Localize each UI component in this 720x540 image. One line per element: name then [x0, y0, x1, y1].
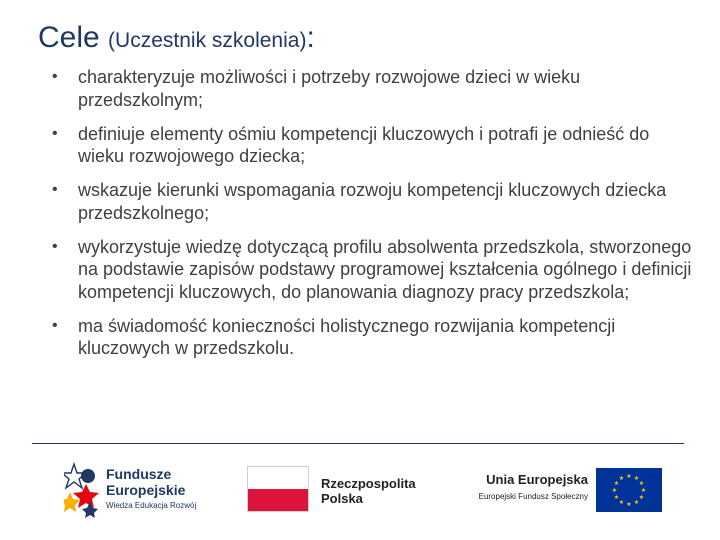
fe-star-icon [64, 462, 104, 518]
title-main: Cele [38, 21, 100, 54]
pl-line2: Polska [321, 491, 363, 506]
list-item [52, 179, 692, 224]
svg-text:★: ★ [640, 487, 647, 494]
rzeczpospolita-polska-logo [247, 466, 437, 514]
svg-text:★: ★ [611, 487, 618, 494]
page-title [38, 18, 315, 61]
bullet-icon: • [52, 181, 58, 198]
polish-flag-icon [247, 466, 309, 512]
list-item [52, 315, 692, 360]
list-item [52, 123, 692, 168]
list-item-text: charakteryzuje możliwości i potrzeby rozwojowe dzieci w wieku przedszkolnym; [78, 67, 581, 110]
svg-text:★: ★ [626, 473, 632, 480]
list-item-text: ma świadomość konieczności holistycznego rozwijania kompetencji kluczowych w przedszkolu. [78, 315, 616, 358]
svg-text:★: ★ [633, 475, 640, 482]
fundusze-europejskie-logo [64, 462, 224, 518]
list-item [52, 66, 692, 111]
svg-text:★: ★ [613, 480, 620, 487]
fe-line3: Wiedza Edukacja Rozwój [106, 501, 197, 510]
goals-list [52, 66, 692, 371]
bullet-icon: • [52, 316, 58, 334]
fe-line1: Fundusze [106, 466, 172, 482]
eu-line1: Unia Europejska [486, 472, 588, 487]
bullet-icon: • [52, 124, 58, 142]
svg-text:★: ★ [633, 499, 640, 506]
list-item-text: wskazuje kierunki wspomagania rozwoju kompetencji kluczowych dziecka przedszkolnego; [78, 180, 667, 223]
title-colon: : [306, 21, 315, 54]
fe-line2: Europejskie [106, 482, 186, 498]
footer-divider [32, 443, 684, 444]
svg-text:★: ★ [638, 494, 645, 501]
eu-flag-icon [596, 468, 662, 512]
svg-text:★: ★ [626, 501, 632, 508]
svg-text:★: ★ [618, 475, 625, 482]
bullet-icon: • [52, 68, 58, 85]
list-item [52, 236, 692, 304]
svg-text:★: ★ [618, 499, 625, 506]
svg-text:★: ★ [613, 494, 620, 501]
eu-line2: Europejski Fundusz Społeczny [478, 492, 588, 501]
bullet-icon: • [52, 237, 58, 255]
pl-line1: Rzeczpospolita [321, 476, 416, 491]
title-subtitle: (Uczestnik szkolenia) [108, 29, 307, 52]
list-item-text: wykorzystuje wiedzę dotyczącą profilu absolwenta przedszkola, stworzonego na podstawie zapisów podstawy programowej kształcenia ogólnego i definicji kompetencji kluczowych, do planowania diagnozy pracy przedszkola; [78, 236, 692, 302]
svg-text:★: ★ [638, 480, 645, 487]
list-item-text: definiuje elementy ośmiu kompetencji kluczowych i potrafi je odnieść do wieku rozwojowego dziecka; [78, 123, 650, 166]
unia-europejska-logo [458, 466, 662, 516]
